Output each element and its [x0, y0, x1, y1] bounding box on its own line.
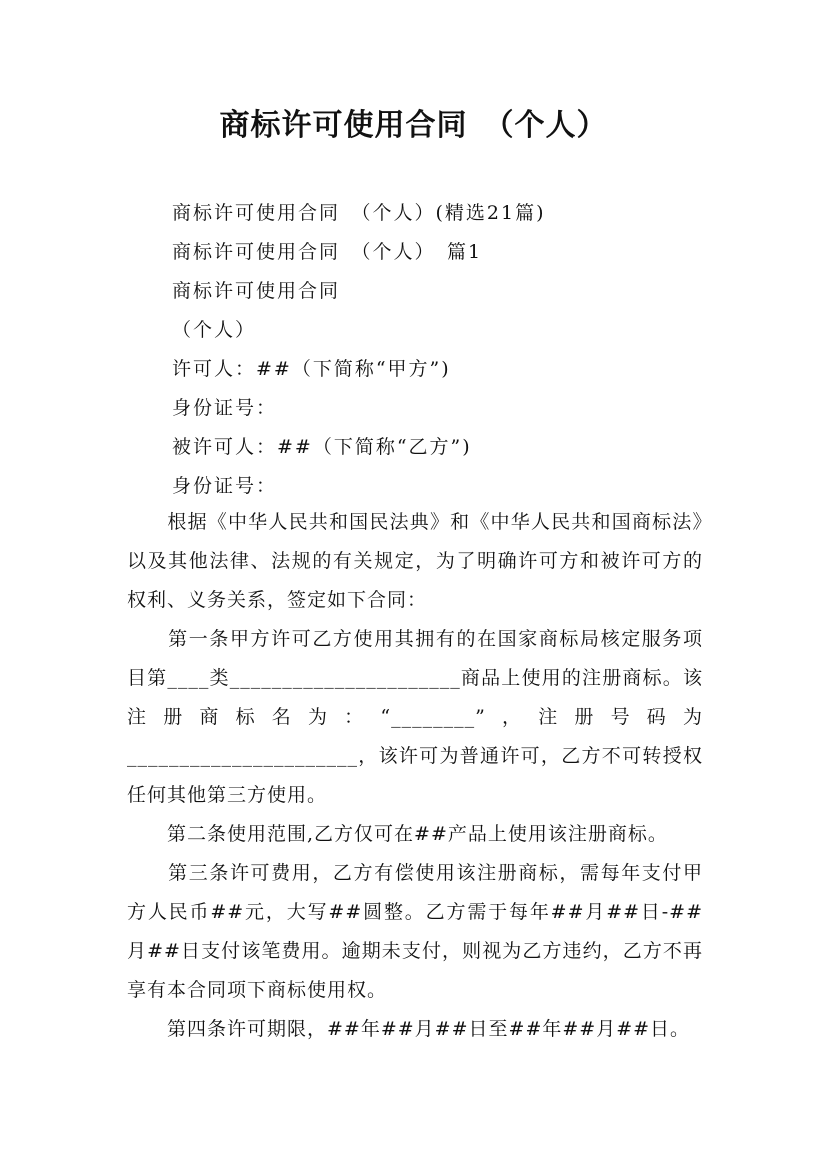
paragraph-preamble: 根据《中华人民共和国民法典》和《中华人民共和国商标法》以及其他法律、法规的有关规定，为了明确许可方和被许可方的权利、义务关系，签定如下合同： — [127, 511, 703, 611]
contract-type: （个人） — [172, 319, 257, 341]
paragraph-article-3: 第三条许可费用，乙方有偿使用该注册商标，需每年支付甲方人民币##元，大写##圆整。乙方需于每年##月##日-##月##日支付该笔费用。逾期未支付，则视为乙方违约，乙方不再享有本合同项下商标使用权。 — [127, 862, 703, 1001]
licensor-id-line: 身份证号： — [172, 397, 278, 419]
document-title: 商标许可使用合同 （个人） — [219, 108, 608, 143]
paragraph-article-1: 第一条甲方许可乙方使用其拥有的在国家商标局核定服务项目第____类______________________商品上使用的注册商标。该注册商标名为：“________”，注册号码为______________________，该许可为普通许可，乙方不可转授权任何其他第三方使用。 — [127, 628, 703, 806]
licensor-line: 许可人：##（下简称“甲方”) — [172, 358, 451, 380]
licensee-line: 被许可人：##（下简称“乙方”) — [172, 436, 472, 458]
subtitle-part1: 商标许可使用合同 （个人） 篇1 — [172, 241, 483, 263]
contract-name: 商标许可使用合同 — [172, 280, 341, 302]
paragraph-article-2: 第二条使用范围,乙方仅可在##产品上使用该注册商标。 — [127, 823, 668, 845]
subtitle-selected: 商标许可使用合同 （个人）(精选21篇) — [172, 202, 546, 224]
paragraph-article-4: 第四条许可期限，##年##月##日至##年##月##日。 — [127, 1018, 691, 1040]
licensee-id-line: 身份证号： — [172, 475, 278, 497]
